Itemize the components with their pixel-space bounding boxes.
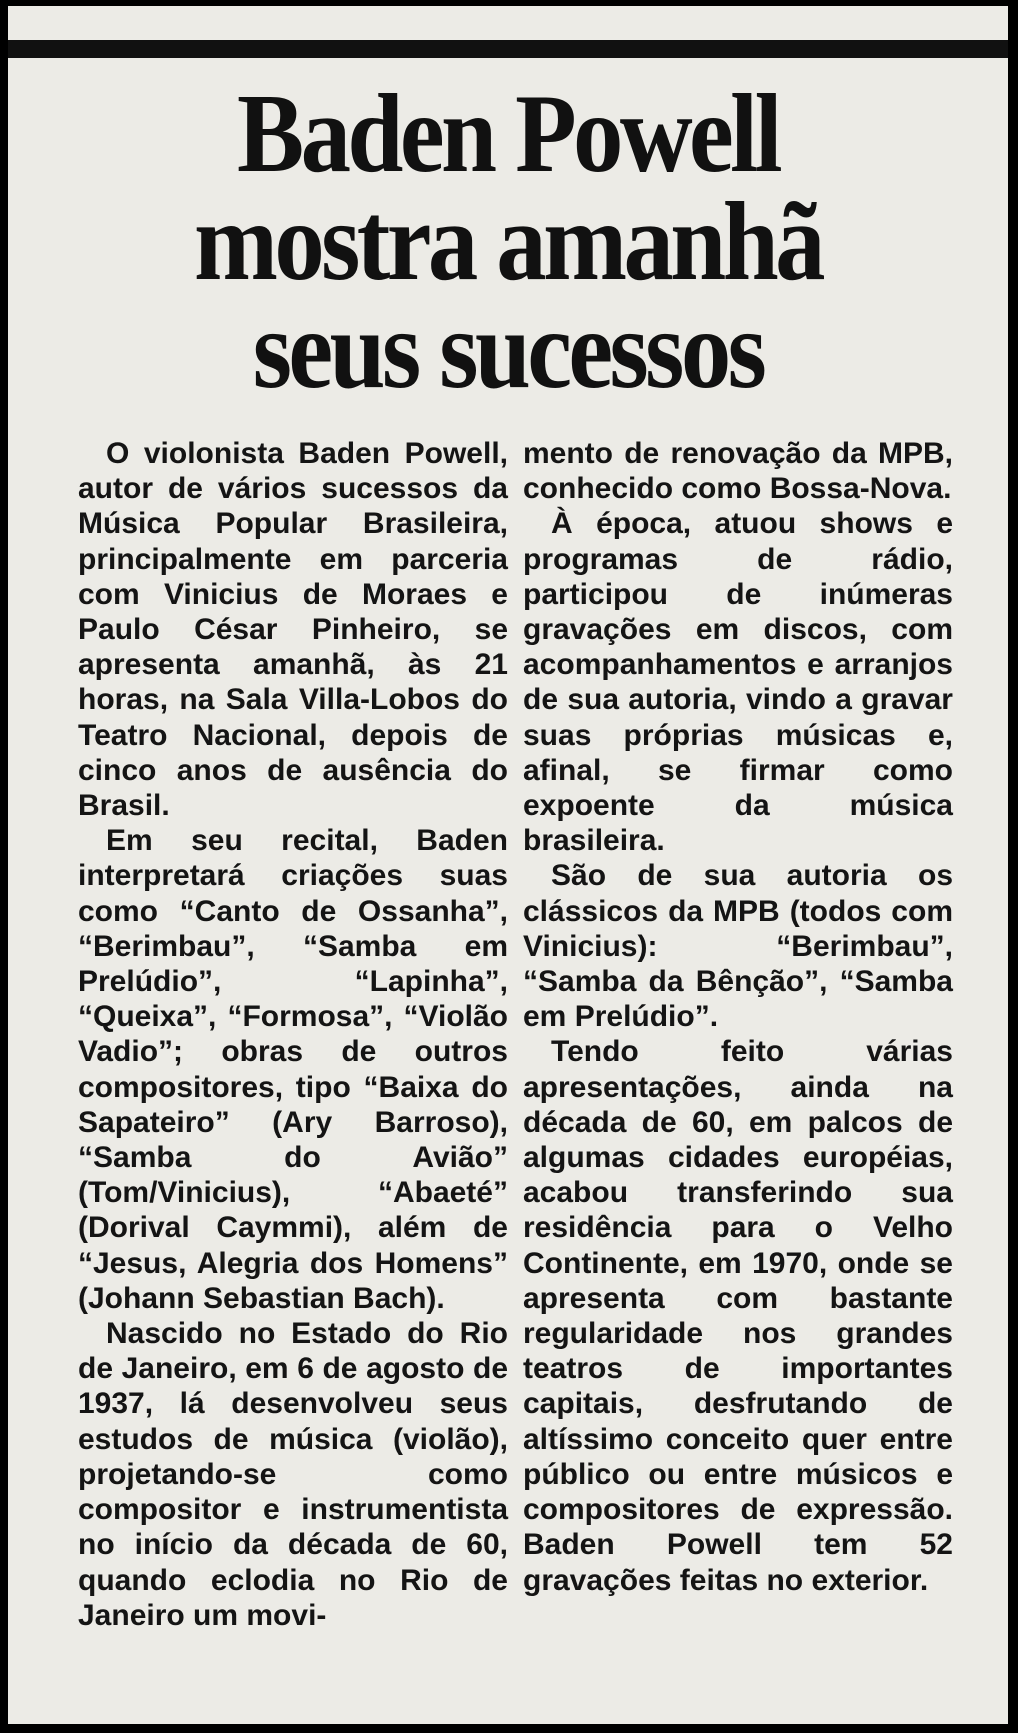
top-rule bbox=[8, 40, 1008, 58]
column-left bbox=[78, 436, 508, 1633]
headline-line-3: seus sucessos bbox=[252, 288, 764, 412]
paragraph: Nascido no Estado do Rio de Janeiro, em 6 de agosto de 1937, lá desenvolveu seus estudos de música (violão), projetando-se como compositor e instrumentista no início da década de 60, quando eclodia no Rio de Janeiro um movi- bbox=[78, 1317, 508, 1632]
column-right bbox=[523, 436, 953, 1633]
headline-line-1: Baden Powell bbox=[236, 72, 779, 196]
paragraph: O violonista Baden Powell, autor de vários sucessos da Música Popular Brasileira, principalmente em parceria com Vinicius de Moraes e Paulo César Pinheiro, se apresenta amanhã, às 21 horas, na Sala Villa-Lobos do Teatro Nacional, depois de cinco anos de ausência do Brasil. bbox=[78, 437, 508, 823]
paragraph-continued: mento de renovação da MPB, conhecido como Bossa-Nova. bbox=[523, 437, 953, 506]
newspaper-clipping bbox=[8, 6, 1008, 1724]
headline bbox=[8, 72, 1008, 412]
paragraph: São de sua autoria os clássicos da MPB (todos com Vinicius): “Berimbau”, “Samba da Bênção”, “Samba em Prelúdio”. bbox=[523, 859, 953, 1034]
paragraph: À época, atuou shows e programas de rádio, participou de inúmeras gravações em discos, com acompanhamentos e arranjos de sua autoria, vindo a gravar suas próprias músicas e, afinal, se firmar como expoente da música brasileira. bbox=[523, 507, 953, 858]
article-body bbox=[78, 436, 953, 1633]
headline-line-2: mostra amanhã bbox=[193, 180, 822, 304]
paragraph: Em seu recital, Baden interpretará criações suas como “Canto de Ossanha”, “Berimbau”, “Samba em Prelúdio”, “Lapinha”, “Queixa”, “Formosa”, “Violão Vadio”; obras de outros compositores, tipo “Baixa do Sapateiro” (Ary Barroso), “Samba do Avião” (Tom/Vinicius), “Abaeté” (Dorival Caymmi), além de “Jesus, Alegria dos Homens” (Johann Sebastian Bach). bbox=[78, 824, 508, 1315]
paragraph: Tendo feito várias apresentações, ainda na década de 60, em palcos de algumas cidades européias, acabou transferindo sua residência para o Velho Continente, em 1970, onde se apresenta com bastante regularidade nos grandes teatros de importantes capitais, desfrutando de altíssimo conceito quer entre público ou entre músicos e compositores de expressão. Baden Powell tem 52 gravações feitas no exterior. bbox=[523, 1035, 953, 1597]
